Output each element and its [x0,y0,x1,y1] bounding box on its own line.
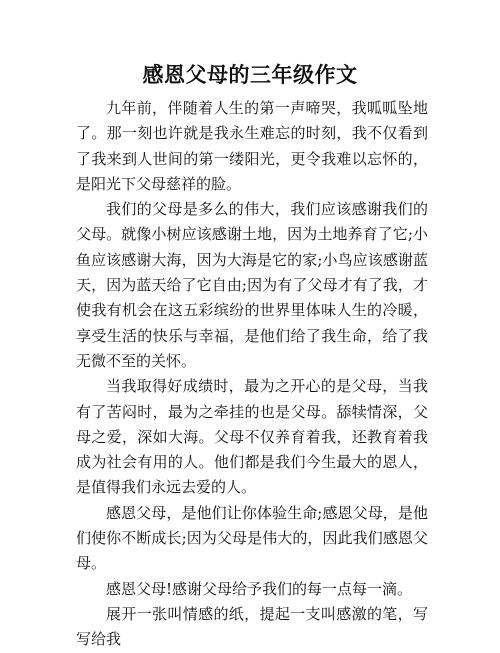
paragraph-6: 展开一张叫情感的纸，提起一支叫感激的笔，写写给我 [76,604,428,649]
paragraph-5: 感恩父母!感谢父母给予我们的每一点每一滴。 [106,579,413,598]
paragraph-4: 感恩父母，是他们让你体验生命;感恩父母，是他们使你不断成长;因为父母是伟大的，因此我们感恩父母。 [76,503,428,573]
article-title: 感恩父母的三年级作文 [142,63,358,87]
paragraph-2: 我们的父母是多么的伟大，我们应该感谢我们的父母。就像小树应该感谢土地，因为土地养育了它;小鱼应该感谢大海，因为大海是它的家;小鸟应该感谢蓝天，因为蓝天给了它自由;因为有了父母才有了我，才使我有机会在这五彩缤纷的世界里体味人生的冷暖，享受生活的快乐与幸福，是他们给了我生命，给了我无微不至的关怀。 [76,200,428,370]
paragraph-1: 九年前，伴随着人生的第一声啼哭，我呱呱坠地了。那一刻也许就是我永生难忘的时刻，我不仅看到了我来到人世间的第一缕阳光，更令我难以忘怀的，是阳光下父母慈祥的脸。 [76,99,428,193]
paragraph-3: 当我取得好成绩时，最为之开心的是父母，当我有了苦闷时，最为之牵挂的也是父母。舔犊情深，父母之爱，深如大海。父母不仅养育着我，还教育着我成为社会有用的人。他们都是我们今生最大的恩人，是值得我们永远去爱的人。 [76,377,428,497]
article-body [76,96,428,653]
